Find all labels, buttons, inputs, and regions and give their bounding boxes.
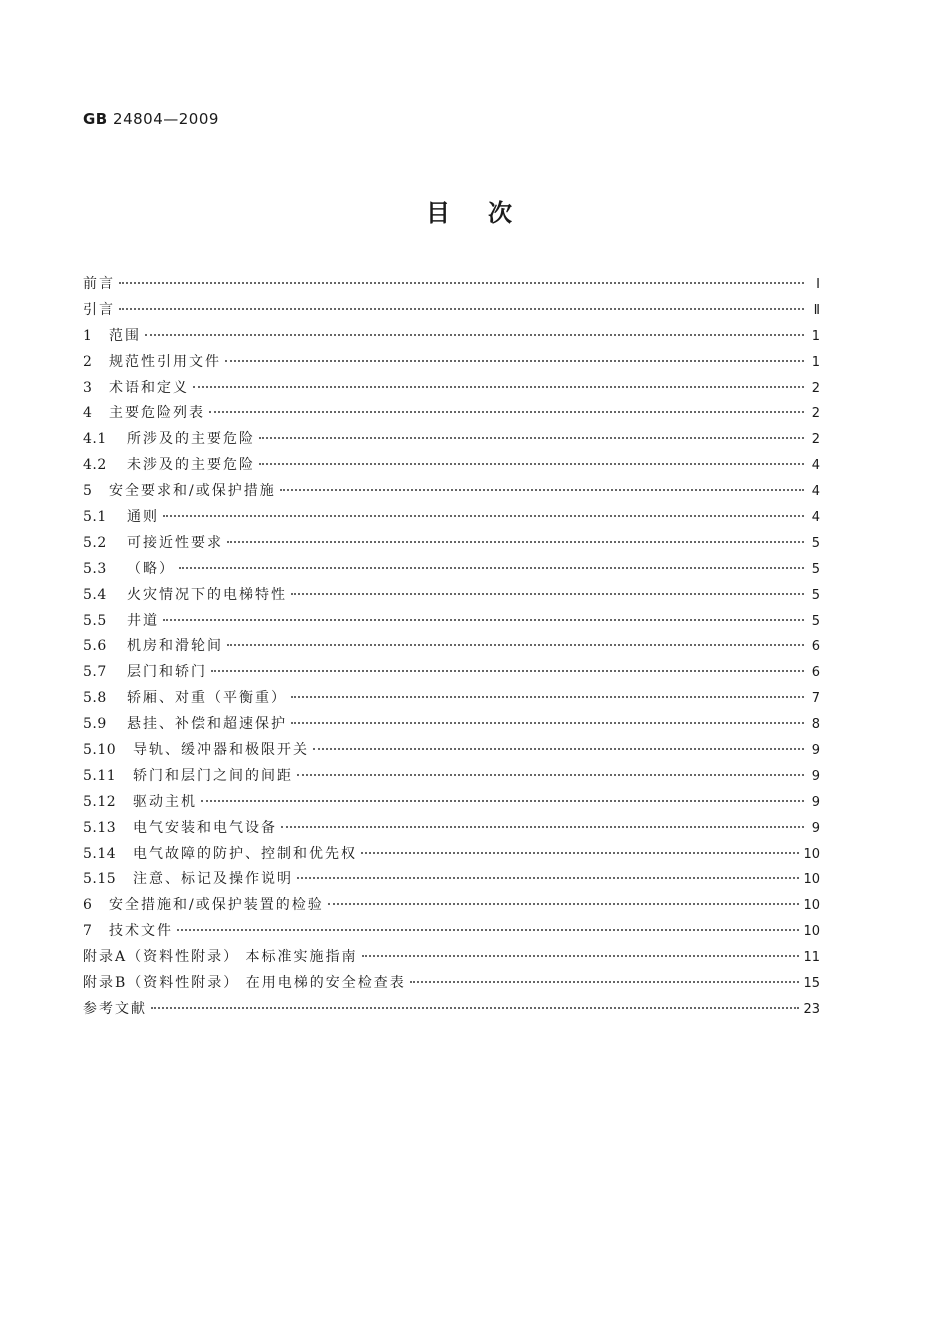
toc-leader-dots: [227, 540, 804, 543]
toc-entry-label: 未涉及的主要危险: [127, 457, 255, 474]
toc-entry[interactable]: [83, 505, 820, 531]
toc-entry-number: 5.11: [83, 767, 117, 784]
toc-entry-label: （略）: [127, 560, 175, 577]
toc-entry-label: 轿厢、对重（平衡重）: [127, 690, 287, 707]
toc-entry-label: 术语和定义: [109, 379, 189, 396]
toc-leader-dots: [291, 592, 804, 595]
toc-leader-dots: [209, 410, 804, 413]
toc-entry-number: 5.7: [83, 664, 107, 681]
toc-leader-dots: [151, 1006, 799, 1009]
toc-entry-label: 通则: [127, 509, 159, 526]
toc-leader-dots: [179, 566, 804, 569]
toc-entry-page: 6: [811, 665, 820, 681]
toc-entry-number: 3: [83, 379, 93, 396]
toc-entry[interactable]: [83, 867, 820, 893]
toc-entry-label: 主要危险列表: [109, 405, 205, 422]
toc-entry-page: 7: [811, 691, 820, 707]
toc-entry-page: 9: [811, 820, 820, 836]
toc-entry-number: 4.2: [83, 457, 107, 474]
toc-entry-label: 安全要求和/或保护措施: [109, 483, 276, 500]
toc-entry-number: 7: [83, 923, 93, 940]
toc-leader-dots: [119, 307, 804, 310]
toc-entry-number: 5.1: [83, 509, 107, 526]
toc-entry-page: 9: [811, 794, 820, 810]
toc-entry-page: 1: [811, 354, 820, 370]
toc-entry-label: 井道: [127, 612, 159, 629]
toc-leader-dots: [291, 695, 804, 698]
toc-entry-number: 5.13: [83, 819, 117, 836]
toc-entry[interactable]: [83, 893, 820, 919]
toc-entry-page: 10: [803, 872, 820, 888]
toc-leader-dots: [193, 385, 804, 388]
toc-entry-label: 火灾情况下的电梯特性: [127, 586, 287, 603]
toc-entry-label: 前言: [83, 276, 115, 292]
toc-leader-dots: [328, 902, 800, 905]
page-title: 目次: [426, 199, 550, 227]
toc-entry-page: 4: [811, 484, 820, 500]
toc-leader-dots: [259, 436, 804, 439]
toc-entry-number: 5.6: [83, 638, 107, 655]
toc-entry[interactable]: [83, 764, 820, 790]
toc-entry-page: 8: [811, 717, 820, 733]
toc-entry-label: 引言: [83, 301, 115, 318]
toc-entry-page: Ⅱ: [813, 302, 820, 318]
toc-entry-page: 6: [811, 639, 820, 655]
toc-leader-dots: [201, 799, 804, 802]
toc-entry-page: 2: [811, 406, 820, 422]
toc-entry-number: 5.8: [83, 690, 107, 707]
toc-entry-label: 所涉及的主要危险: [127, 431, 255, 448]
toc-entry[interactable]: [83, 712, 820, 738]
toc-entry-page: 5: [811, 587, 820, 603]
toc-entry[interactable]: [83, 634, 820, 660]
toc-entry-number: 5.10: [83, 742, 117, 759]
toc-entry-label: 电气故障的防护、控制和优先权: [133, 845, 357, 862]
standard-prefix: GB: [83, 110, 108, 128]
toc-entry-page: 2: [811, 380, 820, 396]
toc-entry-label: 电气安装和电气设备: [133, 819, 277, 836]
toc-entry-page: 5: [811, 613, 820, 629]
toc-entry[interactable]: [83, 686, 820, 712]
toc-entry-number: 1: [83, 327, 93, 344]
toc-entry-page: 9: [811, 768, 820, 784]
toc-entry-label: 附录A（资料性附录） 本标准实施指南: [83, 949, 358, 966]
toc-entry-label: 悬挂、补偿和超速保护: [127, 716, 287, 733]
toc-entry[interactable]: [83, 350, 820, 376]
toc-entry-number: 2: [83, 353, 93, 370]
toc-entry-label: 驱动主机: [133, 793, 197, 810]
toc-leader-dots: [362, 954, 800, 957]
toc-leader-dots: [211, 669, 804, 672]
toc-entry-page: 1: [811, 328, 820, 344]
toc-entry[interactable]: [83, 583, 820, 609]
toc-leader-dots: [177, 928, 799, 931]
toc-entry-number: 5.2: [83, 534, 107, 551]
toc-entry[interactable]: [83, 427, 820, 453]
toc-entry[interactable]: [83, 971, 820, 997]
toc-entry[interactable]: [83, 790, 820, 816]
toc-leader-dots: [225, 359, 804, 362]
toc-entry-page: 4: [811, 458, 820, 474]
toc-entry-page: 5: [811, 561, 820, 577]
toc-entry-number: 5.5: [83, 612, 107, 629]
toc-entry-page: 10: [803, 898, 820, 914]
toc-entry-page: 2: [811, 432, 820, 448]
toc-entry-label: 导轨、缓冲器和极限开关: [133, 742, 309, 759]
toc-leader-dots: [163, 514, 804, 517]
standard-number: 24804—2009: [113, 110, 219, 128]
toc-entry-label: 技术文件: [109, 923, 173, 940]
toc-entry[interactable]: [83, 738, 820, 764]
toc-entry[interactable]: [83, 557, 820, 583]
toc-leader-dots: [291, 721, 804, 724]
toc-entry-number: 5.12: [83, 793, 117, 810]
toc-entry-label: 注意、标记及操作说明: [133, 871, 293, 888]
toc-entry[interactable]: [83, 842, 820, 868]
toc-entry-label: 参考文献: [83, 1000, 147, 1017]
toc-entry-label: 附录B（资料性附录） 在用电梯的安全检查表: [83, 975, 406, 992]
toc-entry[interactable]: [83, 919, 820, 945]
toc-entry[interactable]: [83, 660, 820, 686]
toc-leader-dots: [119, 281, 804, 284]
toc-entry[interactable]: [83, 324, 820, 350]
toc-leader-dots: [145, 333, 804, 336]
toc-entry-page: 11: [803, 950, 820, 966]
toc-leader-dots: [281, 825, 804, 828]
toc-entry-number: 4.1: [83, 431, 107, 448]
toc-entry[interactable]: [83, 816, 820, 842]
toc-entry-number: 5: [83, 483, 93, 500]
toc-entry-number: 5.3: [83, 560, 107, 577]
toc-entry-number: 4: [83, 405, 93, 422]
toc-entry[interactable]: [83, 531, 820, 557]
toc-leader-dots: [297, 773, 804, 776]
toc-leader-dots: [361, 851, 799, 854]
toc-leader-dots: [313, 747, 804, 750]
toc-entry-page: 4: [811, 510, 820, 526]
toc-entry-number: 5.9: [83, 716, 107, 733]
toc-entry[interactable]: [83, 945, 820, 971]
toc-leader-dots: [410, 980, 800, 983]
toc-entry-number: 6: [83, 897, 93, 914]
toc-entry-number: 5.14: [83, 845, 117, 862]
toc-entry[interactable]: [83, 997, 820, 1023]
toc-entry-page: Ⅰ: [816, 277, 820, 292]
toc-entry[interactable]: [83, 298, 820, 324]
toc-entry-number: 5.15: [83, 871, 117, 888]
toc-entry-page: 15: [803, 976, 820, 992]
toc-entry-label: 轿门和层门之间的间距: [133, 767, 293, 784]
toc-entry-page: 5: [811, 535, 820, 551]
toc-entry-page: 23: [803, 1001, 820, 1017]
table-of-contents: [83, 272, 820, 1023]
toc-entry-label: 机房和滑轮间: [127, 638, 223, 655]
toc-entry-label: 可接近性要求: [127, 534, 223, 551]
toc-leader-dots: [163, 618, 804, 621]
toc-leader-dots: [280, 488, 804, 491]
standard-code: [83, 110, 219, 128]
toc-entry-page: 10: [803, 846, 820, 862]
toc-entry-number: 5.4: [83, 586, 107, 603]
toc-entry-label: 规范性引用文件: [109, 353, 221, 370]
toc-leader-dots: [297, 876, 799, 879]
toc-entry-label: 范围: [109, 327, 141, 344]
toc-entry[interactable]: [83, 376, 820, 402]
toc-leader-dots: [227, 643, 804, 646]
toc-entry-page: 10: [803, 924, 820, 940]
toc-entry-page: 9: [811, 743, 820, 759]
toc-entry[interactable]: [83, 272, 820, 298]
toc-entry[interactable]: [83, 609, 820, 635]
toc-entry[interactable]: [83, 453, 820, 479]
toc-entry-label: 安全措施和/或保护装置的检验: [109, 897, 324, 914]
toc-entry[interactable]: [83, 479, 820, 505]
toc-entry-label: 层门和轿门: [127, 664, 207, 681]
toc-entry[interactable]: [83, 401, 820, 427]
toc-leader-dots: [259, 462, 804, 465]
